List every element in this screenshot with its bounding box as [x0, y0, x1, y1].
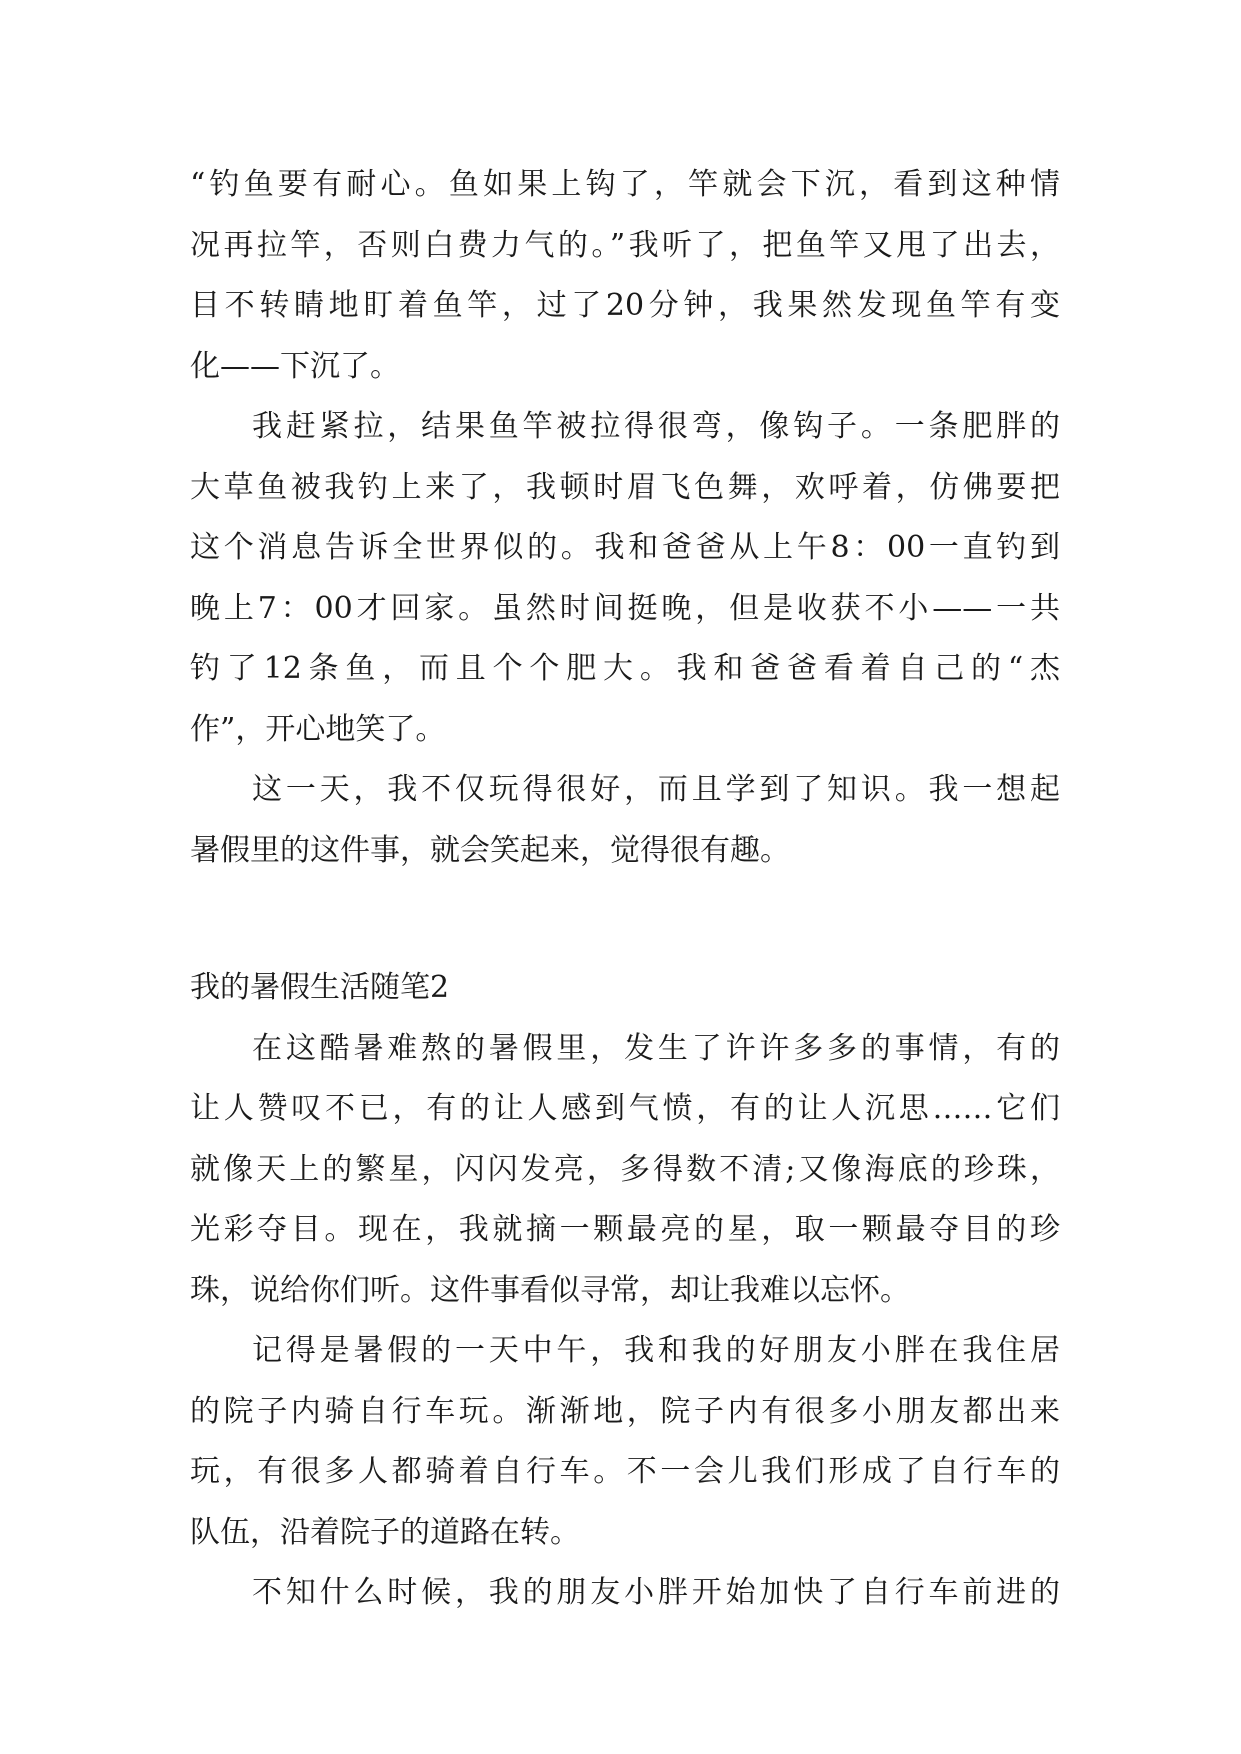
- text-line: 钓了12条鱼，而且个个肥大。我和爸爸看着自己的“杰: [190, 651, 1060, 686]
- text-line: 让人赞叹不已，有的让人感到气愤，有的让人沉思……它们: [190, 1091, 1060, 1126]
- text-line: 大草鱼被我钓上来了，我顿时眉飞色舞，欢呼着，仿佛要把: [190, 469, 1060, 505]
- text-line: 暑假里的这件事，就会笑起来，觉得很有趣。: [190, 832, 790, 868]
- paragraph: [190, 1321, 1060, 1563]
- text-line: 不知什么时候，我的朋友小胖开始加快了自行车前进的: [252, 1575, 1060, 1610]
- text-line: 队伍，沿着院子的道路在转。: [190, 1514, 580, 1550]
- text-line: “钓鱼要有耐心。鱼如果上钩了，竿就会下沉，看到这种情: [190, 167, 1060, 202]
- text-line: 这一天，我不仅玩得很好，而且学到了知识。我一想起: [252, 772, 1060, 807]
- text-line: 况再拉竿，否则白费力气的。”我听了，把鱼竿又甩了出去，: [190, 227, 1060, 263]
- paragraph: [190, 760, 1060, 881]
- text-line: 这个消息告诉全世界似的。我和爸爸从上午8：00一直钓到: [190, 530, 1060, 565]
- text-line: 我赶紧拉，结果鱼竿被拉得很弯，像钩子。一条肥胖的: [252, 409, 1060, 444]
- text-line: 目不转睛地盯着鱼竿，过了20分钟，我果然发现鱼竿有变: [190, 288, 1060, 323]
- paragraph: [190, 1563, 1060, 1624]
- text-line: 在这酷暑难熬的暑假里，发生了许许多多的事情，有的: [252, 1030, 1060, 1066]
- text-line: 的院子内骑自行车玩。渐渐地，院子内有很多小朋友都出来: [190, 1393, 1060, 1429]
- section-gap: [190, 881, 1060, 958]
- text-line: 玩，有很多人都骑着自行车。不一会儿我们形成了自行车的: [190, 1454, 1060, 1489]
- text-line: 就像天上的繁星，闪闪发亮，多得数不清;又像海底的珍珠，: [190, 1151, 1060, 1187]
- text-line: 珠，说给你们听。这件事看似寻常，却让我难以忘怀。: [190, 1272, 910, 1308]
- text-line: 记得是暑假的一天中午，我和我的好朋友小胖在我住居: [252, 1333, 1060, 1368]
- paragraph: [190, 1019, 1060, 1322]
- text-line: 作”，开心地笑了。: [190, 711, 446, 747]
- text-line: 化——下沉了。: [190, 348, 400, 384]
- text-line: 光彩夺目。现在，我就摘一颗最亮的星，取一颗最夺目的珍: [190, 1212, 1060, 1247]
- paragraph: [190, 155, 1060, 397]
- document-body: [190, 155, 1060, 1624]
- paragraph: [190, 397, 1060, 760]
- text-line: 晚上7：00才回家。虽然时间挺晚，但是收获不小——一共: [190, 590, 1060, 626]
- section-title: 我的暑假生活随笔2: [190, 970, 450, 1005]
